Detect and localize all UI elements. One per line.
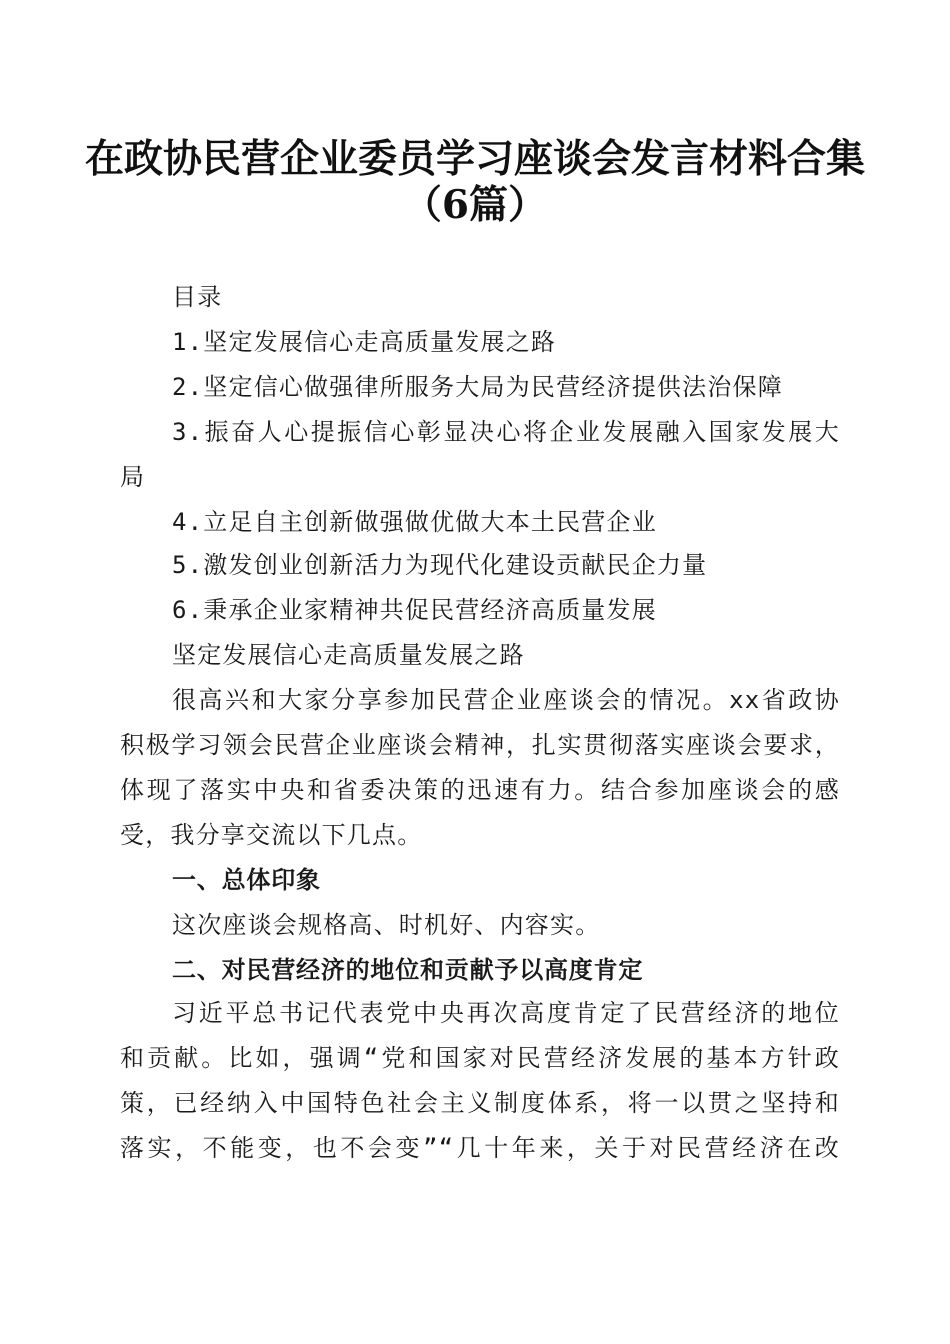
- paragraph-line: 体现了落实中央和省委决策的迅速有力。结合参加座谈会的感: [120, 776, 840, 804]
- section-heading: 二、对民营经济的地位和贡献予以高度肯定: [172, 956, 644, 984]
- toc-item: 2.坚定信心做强律所服务大局为民营经济提供法治保障: [172, 373, 783, 401]
- section-heading: 一、总体印象: [172, 866, 321, 894]
- toc-item: 5.激发创业创新活力为现代化建设贡献民企力量: [172, 551, 708, 579]
- toc-item: 1.坚定发展信心走高质量发展之路: [172, 328, 557, 356]
- toc-item: 6.秉承企业家精神共促民营经济高质量发展: [172, 596, 657, 624]
- toc-label: 目录: [172, 283, 223, 311]
- toc-item-continuation: 局: [120, 463, 146, 491]
- toc-item: 3.振奋人心提振信心彰显决心将企业发展融入国家发展大: [172, 418, 840, 446]
- article-title: 坚定发展信心走高质量发展之路: [172, 641, 525, 669]
- paragraph-line: 落实，不能变，也不会变”“几十年来，关于对民营经济在改: [120, 1134, 840, 1162]
- document-subtitle: （6篇）: [402, 182, 548, 228]
- paragraph-line: 这次座谈会规格高、时机好、内容实。: [172, 911, 601, 939]
- paragraph-line: 积极学习领会民营企业座谈会精神，扎实贯彻落实座谈会要求，: [120, 731, 840, 759]
- toc-item: 4.立足自主创新做强做优做大本土民营企业: [172, 508, 657, 536]
- paragraph-line: 很高兴和大家分享参加民营企业座谈会的情况。xx省政协: [172, 686, 840, 714]
- paragraph-line: 策，已经纳入中国特色社会主义制度体系，将一以贯之坚持和: [120, 1089, 840, 1117]
- paragraph-line: 和贡献。比如，强调“党和国家对民营经济发展的基本方针政: [120, 1044, 840, 1072]
- document-title: 在政协民营企业委员学习座谈会发言材料合集: [84, 136, 865, 182]
- paragraph-line: 习近平总书记代表党中央再次高度肯定了民营经济的地位: [172, 999, 840, 1027]
- paragraph-line: 受，我分享交流以下几点。: [120, 821, 423, 849]
